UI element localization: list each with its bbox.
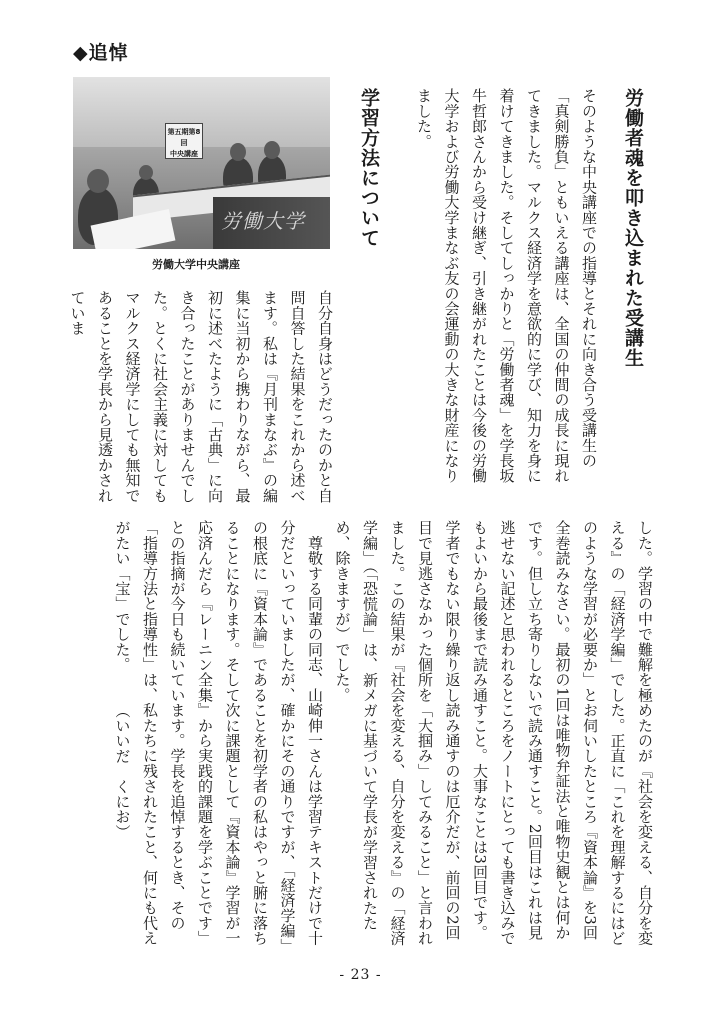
photo-person-head <box>264 141 280 159</box>
lecture-photo <box>73 77 330 249</box>
section-heading: ◆追悼 <box>73 42 129 64</box>
body-paragraph: した。学習の中で難解を極めたのが『社会を変える、自分を変える』の「経済学編」でした。正直に「これを理解するにはどのような学習が必要か」とお伺いしたところ『資本論』を3回全巻読みなさい。最初の1回は唯物弁証法と唯物史観とは何かです。但し立ち寄りしないで読み通すこと。2回目はこれは見逃せない記述と思われるところをノートにとっても書き込みでもよいから最後まで読み通すこと。大事なことは3回目です。学者でもない限り繰り返し読み通すのは厄介だが、前回の2回目で見逃さなかった個所を「大掴み」してみること」と言われました。この結果が『社会を変える、自分を変える』の「経済学編」（「恐慌論」は、新メガに基づいて学長が学習されたため、除きますが）でした。 尊敬する同輩の同志、山崎伸一さんは学習テキストだけで十分だといっていましたが、確かにその通りですが、「経済学編」の根底に『資本論』であることを初学者の私はやっと腑に落ちることになります。そして次に課題として『資本論』学習が一応済んだら『レーニン全集』から実践的課題を学ぶことです」との指摘が今日も続いています。学長を追悼するとき、その「指導方法と指導性」は、私たちに残されたこと、何にも代えがたい「宝」でした。 （いいだ くにお） <box>113 520 654 946</box>
page-number: - 23 - <box>339 967 382 983</box>
photo-banner <box>165 123 203 159</box>
body-paragraph: そのような中央講座での指導とそれに向き合う受講生の「真剣勝負」ともいえる講座は、全国の仲間の成長に現れてきました。マルクス経済学を意欲的に学び、知力を身に着けてきました。そしてしっかりと「労働者魂」を学長坂牛哲郎さんから受け継ぎ、引き継がれたことは今後の労働大学および労働大学まなぶ友の会運動の大きな財産になりました。 <box>415 88 598 484</box>
photo-banner-line-2: 中央講座 <box>170 150 198 158</box>
subsection-title: 学習方法について <box>358 88 380 248</box>
photo-person-head <box>87 169 109 193</box>
photo-cloth-text: 労働大学 <box>221 209 305 233</box>
body-paragraph: 自分自身はどうだったのかと自問自答した結果をこれから述べます。私は『月刊まなぶ』の編集に当初から携わりながら、最初に述べたように「古典」に向き合ったことがありませんでした。とくに社会主義に対してもマルクス経済学にしても無知であることを学長から見透かされていま <box>68 290 334 503</box>
photo-person-head <box>139 165 153 180</box>
photo-banner-line-1: 第五期第8回 <box>167 128 201 147</box>
section-title: 労働者魂を叩き込まれた受講生 <box>622 88 644 368</box>
photo-caption: 労働大学中央講座 <box>152 258 240 271</box>
photo-person-head <box>230 143 246 161</box>
